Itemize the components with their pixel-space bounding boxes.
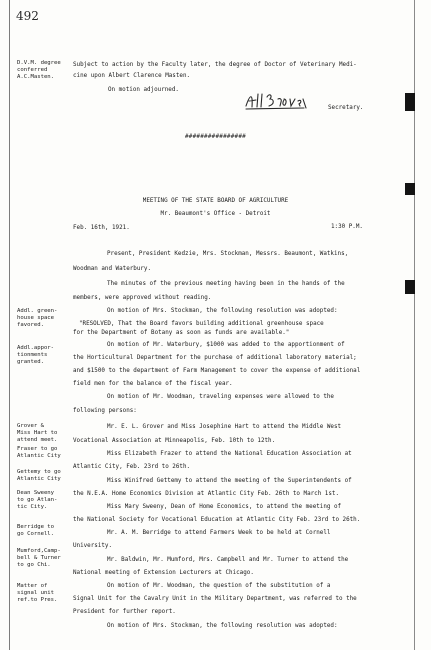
- section-separator: ################: [185, 133, 246, 140]
- text-line: and $1500 to the department of Farm Management to cover the expense of additional: [73, 368, 361, 374]
- adjourned-line: On motion adjourned.: [108, 87, 179, 93]
- text-line: following persons:: [73, 408, 137, 414]
- margin-note: Addl. green- house space favored.: [17, 308, 58, 328]
- text-line: members, were approved without reading.: [73, 295, 212, 301]
- margin-note: Mumford,Camp- bell & Turner to go Chi.: [17, 548, 61, 568]
- text-line: On motion of Mrs. Stockman, the following resolution was adopted:: [107, 623, 338, 629]
- index-tab-marker: [405, 183, 415, 195]
- text-line: Woodman and Waterbury.: [73, 266, 152, 272]
- text-line: the N.E.A. Home Economics Division at Atlantic City Feb. 26th to March 1st.: [73, 491, 339, 497]
- text-line: field men for the balance of the fiscal year.: [73, 381, 233, 387]
- text-line: Miss Elizabeth Frazer to attend the National Education Association at: [107, 451, 352, 457]
- page-left-rule: [9, 0, 10, 650]
- text-line: Atlantic City, Feb. 23rd to 26th.: [73, 464, 191, 470]
- text-line: President for further report.: [73, 609, 176, 615]
- meeting-date: Feb. 16th, 1921.: [73, 225, 130, 231]
- margin-note: Addl.appor- tionments granted.: [17, 345, 55, 365]
- margin-note: D.V.M. degree conferred A.C.Masten.: [17, 60, 61, 80]
- page-number: 492: [16, 9, 39, 23]
- handwritten-signature: [244, 90, 308, 112]
- text-line: the Horticultural Department for the purchase of additional laboratory material;: [73, 355, 357, 361]
- text-line: National meeting of Extension Lecturers at Chicago.: [73, 570, 254, 576]
- margin-note: Berridge to go Cornell.: [17, 524, 55, 537]
- text-line: The minutes of the previous meeting having been in the hands of the: [107, 281, 345, 287]
- text-line: "RESOLVED, That the Board favors building additional greenhouse space: [79, 321, 324, 327]
- margin-note: Grover & Miss Hart to attend meet.: [17, 423, 58, 443]
- text-line: Mr. A. M. Berridge to attend Farmers Week to be held at Cornell: [107, 530, 331, 536]
- index-tab-marker: [405, 93, 415, 111]
- secretary-label: Secretary.: [328, 105, 364, 111]
- text-line: On motion of Mr. Waterbury, $1000 was added to the apportionment of: [107, 342, 345, 348]
- text-line: Present, President Kedzie, Mrs. Stockman, Messrs. Beaumont, Watkins,: [107, 251, 349, 257]
- text-line: University.: [73, 543, 113, 549]
- text-line: Mr. E. L. Grover and Miss Josephine Hart to attend the Middle West: [107, 424, 342, 430]
- text-line: Vocational Association at Minneapolis, Feb. 10th to 12th.: [73, 438, 276, 444]
- text-line: cine upon Albert Clarence Masten.: [73, 73, 191, 79]
- text-line: Subject to action by the Faculty later, the degree of Doctor of Veterinary Medi-: [73, 62, 357, 68]
- text-line: Mr. Baldwin, Mr. Mumford, Mrs. Campbell and Mr. Turner to attend the: [107, 557, 349, 563]
- text-line: Miss Winifred Gettemy to attend the meeting of the Superintendents of: [107, 478, 352, 484]
- meeting-time: 1:30 P.M.: [331, 224, 363, 230]
- margin-note: Matter of signal unit ref.to Pres.: [17, 583, 58, 603]
- text-line: Signal Unit for the Cavalry Unit in the Military Department, was referred to the: [73, 596, 357, 602]
- text-line: the National Society for Vocational Education at Atlantic City Feb. 23rd to 26th.: [73, 517, 361, 523]
- text-line: On motion of Mr. Woodman, the question of the substitution of a: [107, 583, 331, 589]
- meeting-location: Mr. Beaumont's Office - Detroit: [160, 211, 271, 217]
- text-line: On motion of Mrs. Stockman, the following resolution was adopted:: [107, 308, 338, 314]
- meeting-title: MEETING OF THE STATE BOARD OF AGRICULTURE: [142, 198, 289, 204]
- text-line: Miss Mary Sweeny, Dean of Home Economics, to attend the meeting of: [107, 504, 342, 510]
- text-line: On motion of Mr. Woodman, traveling expenses were allowed to the: [107, 394, 334, 400]
- text-line: for the Department of Botany as soon as funds are available.": [73, 330, 290, 336]
- margin-note: Fraser to go Atlantic City: [17, 446, 61, 459]
- margin-note: Dean Sweeny to go Atlan- tic City.: [17, 490, 58, 510]
- margin-note: Gettemy to go Atlantic City: [17, 469, 61, 482]
